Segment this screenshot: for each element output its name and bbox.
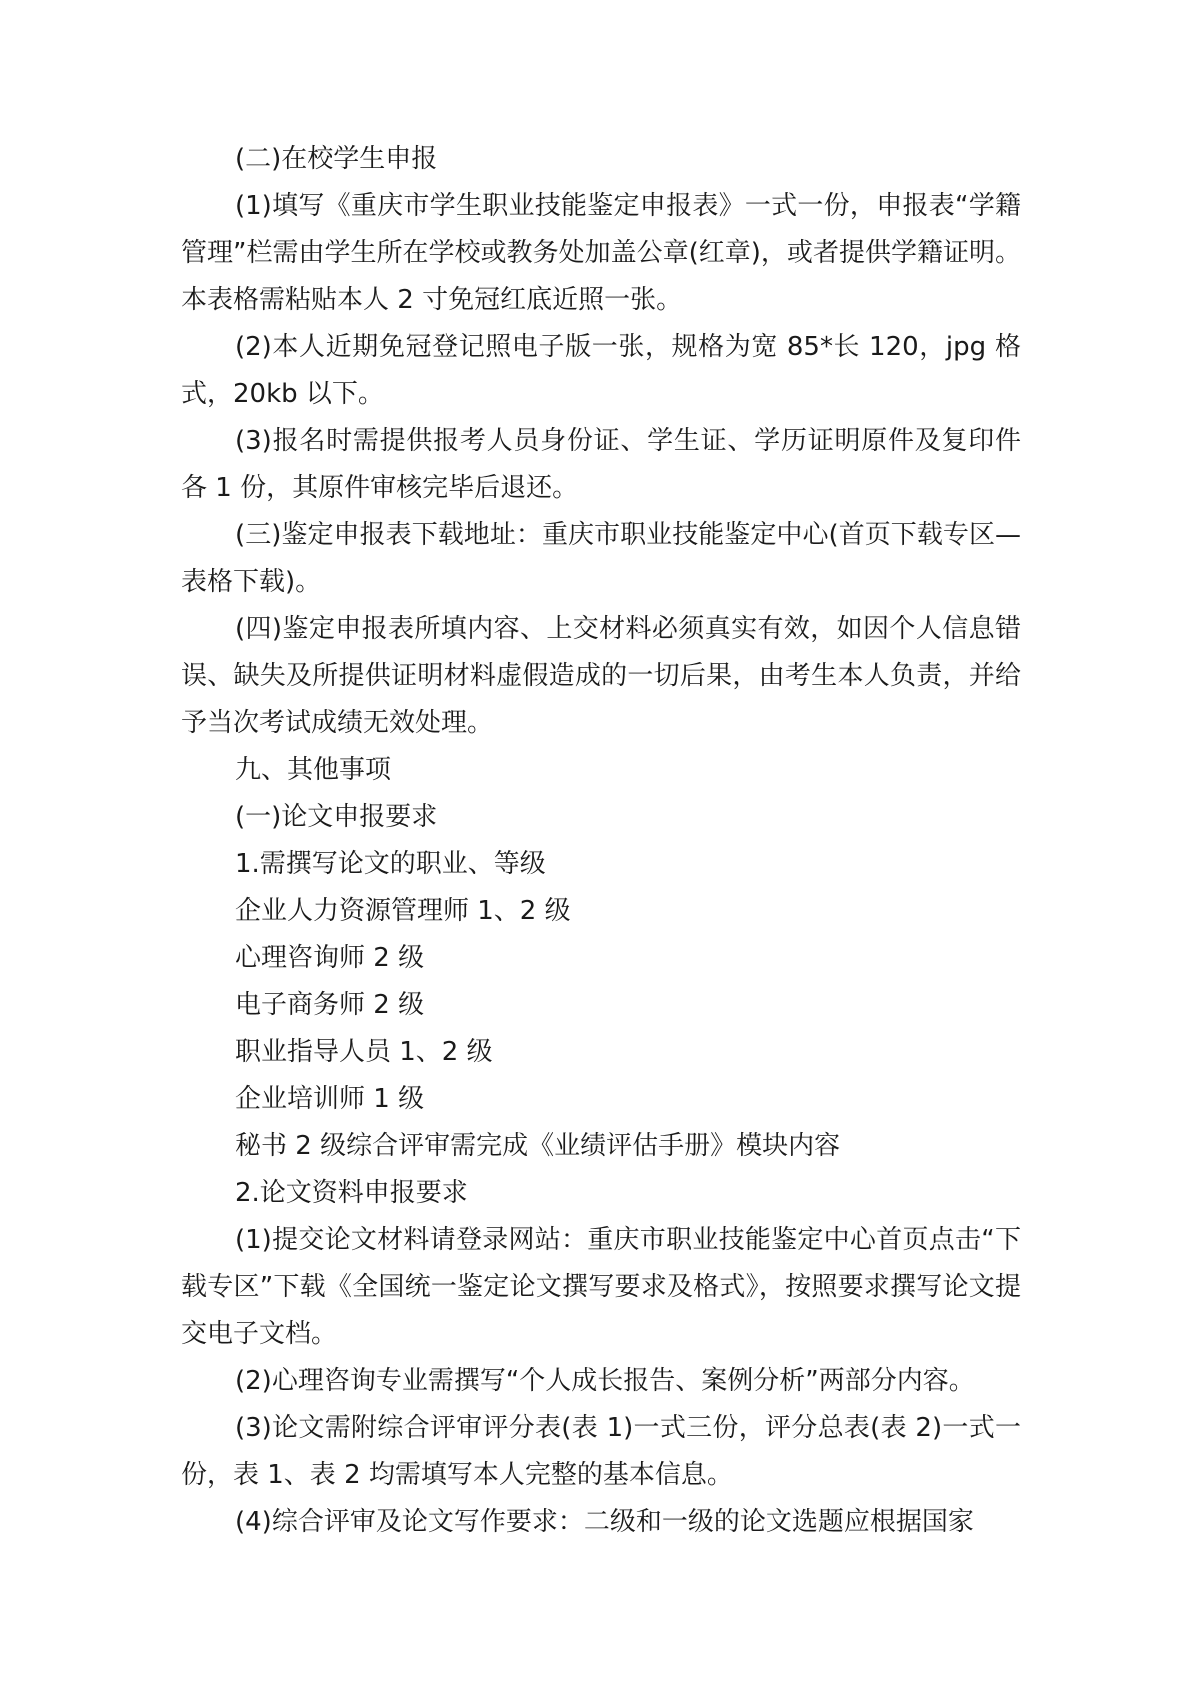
- list-item: 电子商务师 2 级: [235, 990, 425, 1020]
- paragraph-authenticity: (四)鉴定申报表所填内容、上交材料必须真实有效，如因个人信息错误、缺失及所提供证明材料虚假造成的一切后果，由考生本人负责，并给予当次考试成绩无效处理。: [181, 614, 1021, 738]
- paragraph-psychology-thesis: (2)心理咨询专业需撰写“个人成长报告、案例分析”两部分内容。: [235, 1366, 975, 1396]
- paragraph-photo-requirement: (2)本人近期免冠登记照电子版一张，规格为宽 85*长 120，jpg 格式，20kb 以下。: [181, 332, 1021, 409]
- list-item: 职业指导人员 1、2 级: [235, 1037, 493, 1067]
- list-heading-thesis-materials: 2.论文资料申报要求: [235, 1178, 468, 1208]
- paragraph-submit-thesis: (1)提交论文材料请登录网站：重庆市职业技能鉴定中心首页点击“下载专区”下载《全国统一鉴定论文撰写要求及格式》，按照要求撰写论文提交电子文档。: [181, 1225, 1021, 1349]
- paragraph-form-download: (三)鉴定申报表下载地址：重庆市职业技能鉴定中心(首页下载专区—表格下载)。: [181, 520, 1021, 597]
- list-item: 企业培训师 1 级: [235, 1084, 425, 1114]
- paragraph-fill-application-form: (1)填写《重庆市学生职业技能鉴定申报表》一式一份，申报表“学籍管理”栏需由学生所在学校或教务处加盖公章(红章)，或者提供学籍证明。本表格需粘贴本人 2 寸免冠红底近照一张。: [181, 191, 1021, 315]
- list-item: 秘书 2 级综合评审需完成《业绩评估手册》模块内容: [235, 1131, 841, 1161]
- document-body: [181, 136, 1021, 1546]
- paragraph-id-documents: (3)报名时需提供报考人员身份证、学生证、学历证明原件及复印件各 1 份，其原件审核完毕后退还。: [181, 426, 1021, 503]
- section-heading-student-application: (二)在校学生申报: [235, 144, 438, 174]
- section-heading-other-matters: 九、其他事项: [235, 755, 392, 785]
- paragraph-score-sheets: (3)论文需附综合评审评分表(表 1)一式三份，评分总表(表 2)一式一份，表 1、表 2 均需填写本人完整的基本信息。: [181, 1413, 1021, 1490]
- subheading-thesis-requirements: (一)论文申报要求: [235, 802, 438, 832]
- list-heading-occupations: 1.需撰写论文的职业、等级: [235, 849, 546, 879]
- list-item: 心理咨询师 2 级: [235, 943, 425, 973]
- list-item: 企业人力资源管理师 1、2 级: [235, 896, 571, 926]
- paragraph-review-requirements: (4)综合评审及论文写作要求：二级和一级的论文选题应根据国家: [235, 1507, 974, 1537]
